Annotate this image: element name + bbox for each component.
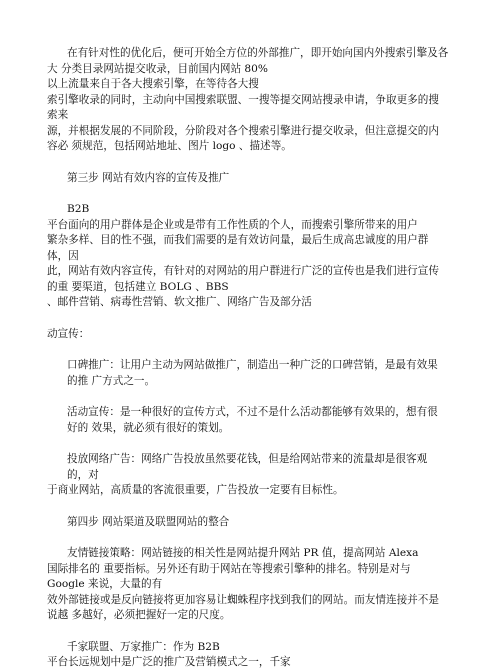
text-line: 此，网站有效内容宣传，有针对的对网站的用户群进行广泛的宣传也是我们进行宣传的重 要渠道，包括建立 BOLG 、BBS: [47, 265, 439, 293]
section-heading-step-four: [47, 515, 448, 531]
text-line: 源，并根据发展的不同阶段，分阶段对各个搜索引擎进行提交收录，但注意提交的内容必 须规范，包括网站地址、图片 logo 、描述等。: [47, 124, 439, 152]
text-line: 平台面向的用户群体是企业或是带有工作性质的个人，而搜索引擎所带来的用户: [47, 218, 418, 231]
paragraph-activity-label: [47, 327, 448, 343]
paragraph-friend-links: [47, 546, 448, 624]
text-line: 投放网络广告：网络广告投放虽然要花钱，但是给网站带来的流量却是很客观的，对: [67, 453, 428, 481]
text-line: 口碑推广：让用户主动为网站做推广，制造出一种广泛的口碑营销，是最有效果的推 广方式之一。: [67, 359, 438, 387]
text-line: 索引擎收录的同时，主动向中国搜索联盟、一搜等提交网站搜录申请，争取更多的搜索来: [47, 93, 439, 121]
text-line: 千家联盟、万家推广：作为 B2B: [67, 640, 220, 653]
paragraph-online-ads: [47, 452, 448, 499]
text-line: 平台长远规划中是广泛的推广及营销模式之一，千家: [47, 656, 291, 668]
text-line: 在有针对性的优化后，便可开始全方位的外部推广，即开始向国内外搜索引擎及各: [67, 47, 449, 59]
text-line: 繁杂多样、目的性不强，而我们需要的是有效访问量，最后生成高忠诚度的用户群体，因: [47, 234, 429, 262]
text-line: 国际排名的 重要指标。另外还有助于网站在等搜索引擎种的排名。特别是对与 Google 来说，大量的有: [47, 562, 411, 590]
text-line: 活动宣传：是一种很好的宣传方式，不过不是什么活动都能够有效果的，想有很好的 效果，就必须有很好的策划。: [67, 406, 438, 434]
text-line: 大 分类目录网站提交收录，目前国内网站 80%: [47, 62, 268, 75]
paragraph-word-of-mouth: [47, 358, 448, 389]
section-heading-step-three: [47, 171, 448, 187]
paragraph-external-promotion: [47, 46, 448, 155]
text-line: 效外部链接或是反向链接将更加容易让蜘蛛程序找到我们的网站。而友情连接并不是说越 多越好，必须把握好一定的尺度。: [47, 593, 439, 621]
heading-text: 第三步 网站有效内容的宣传及推广: [67, 171, 230, 184]
paragraph-activity-promotion: [47, 405, 448, 436]
text-line: 、邮件营销、病毒性营销、软文推广、网络广告及部分活: [47, 296, 312, 308]
text-line: 于商业网站，高质量的客流很重要，广告投放一定要有目标性。: [47, 484, 344, 496]
text-line: B2B: [67, 203, 90, 215]
text-line: 以上流量来自于各大搜索引擎，在等待各大搜: [47, 78, 259, 90]
paragraph-content-promotion: [47, 202, 448, 311]
heading-text: 第四步 网站渠道及联盟网站的整合: [67, 515, 230, 528]
text-line: 友情链接策略：网站链接的相关性是网站提升网站 PR 值，提高网站 Alexa: [67, 547, 419, 559]
text-line: 动宣传：: [47, 327, 90, 340]
paragraph-alliance: [47, 640, 448, 671]
